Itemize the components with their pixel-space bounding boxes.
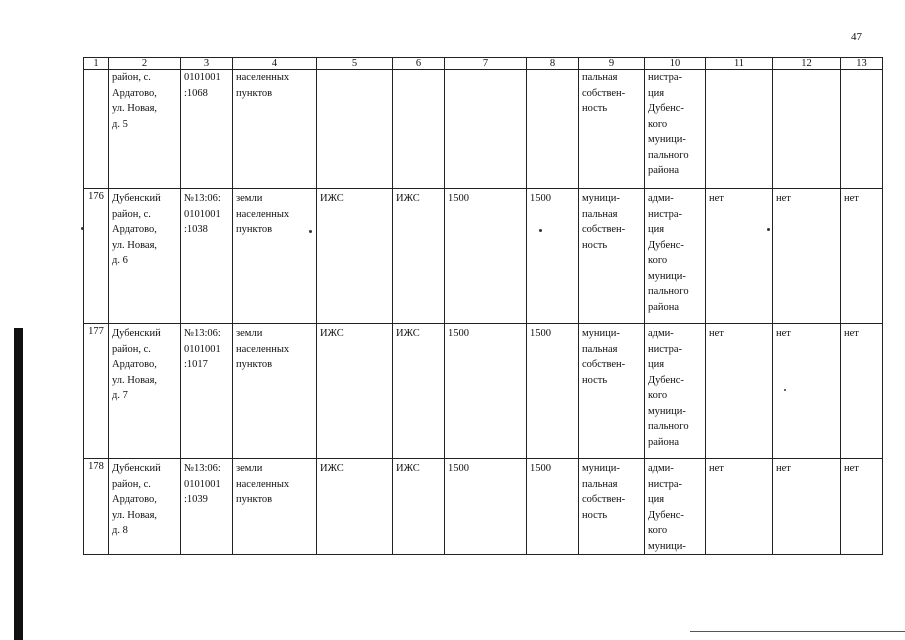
- ownership-form-cell: муници- пальная собствен- ность: [579, 189, 645, 324]
- column-13-cell: нет: [841, 324, 883, 459]
- land-register-table: [83, 57, 883, 555]
- area-cell: 1500: [445, 324, 527, 459]
- rights-holder-cell: адми- нистра- ция Дубенс- кого муници-: [645, 459, 706, 555]
- column-header: 9: [579, 58, 645, 70]
- permitted-use-cell: ИЖС: [317, 459, 393, 555]
- address-cell: Дубенский район, с. Ардатово, ул. Новая, д. 7: [109, 324, 181, 459]
- column-11-cell: [706, 70, 773, 189]
- actual-use-cell: [393, 70, 445, 189]
- land-category-cell: земли населенных пунктов: [233, 459, 317, 555]
- column-12-cell: нет: [773, 324, 841, 459]
- area-secondary-cell: 1500: [527, 459, 579, 555]
- ownership-form-cell: муници- пальная собствен- ность: [579, 324, 645, 459]
- column-13-cell: [841, 70, 883, 189]
- row-number-cell: 177: [84, 324, 109, 459]
- land-category-cell: населенных пунктов: [233, 70, 317, 189]
- column-11-cell: нет: [706, 189, 773, 324]
- column-header: 8: [527, 58, 579, 70]
- column-number-header-row: [84, 58, 883, 70]
- area-secondary-cell: [527, 70, 579, 189]
- table-row: [84, 70, 883, 189]
- row-number-cell: 176: [84, 189, 109, 324]
- actual-use-cell: ИЖС: [393, 189, 445, 324]
- cadastral-number-cell: №13:06: 0101001 :1039: [181, 459, 233, 555]
- column-13-cell: нет: [841, 459, 883, 555]
- rights-holder-cell: нистра- ция Дубенс- кого муници- пального района: [645, 70, 706, 189]
- ownership-form-cell: муници- пальная собствен- ность: [579, 459, 645, 555]
- cadastral-number-cell: 0101001 :1068: [181, 70, 233, 189]
- scan-speck: [309, 230, 312, 233]
- address-cell: район, с. Ардатово, ул. Новая, д. 5: [109, 70, 181, 189]
- column-header: 7: [445, 58, 527, 70]
- scan-speck: [539, 229, 542, 232]
- scan-edge-shadow: [14, 328, 23, 640]
- row-number-cell: 178: [84, 459, 109, 555]
- actual-use-cell: ИЖС: [393, 324, 445, 459]
- column-header: 5: [317, 58, 393, 70]
- area-cell: 1500: [445, 189, 527, 324]
- row-number-cell: [84, 70, 109, 189]
- address-cell: Дубенский район, с. Ардатово, ул. Новая, д. 8: [109, 459, 181, 555]
- area-cell: 1500: [445, 459, 527, 555]
- table-row: [84, 189, 883, 324]
- column-header: 13: [841, 58, 883, 70]
- actual-use-cell: ИЖС: [393, 459, 445, 555]
- column-header: 10: [645, 58, 706, 70]
- column-header: 12: [773, 58, 841, 70]
- column-header: 3: [181, 58, 233, 70]
- scan-speck: [81, 227, 84, 230]
- address-cell: Дубенский район, с. Ардатово, ул. Новая, д. 6: [109, 189, 181, 324]
- area-secondary-cell: 1500: [527, 324, 579, 459]
- column-11-cell: нет: [706, 324, 773, 459]
- permitted-use-cell: [317, 70, 393, 189]
- rights-holder-cell: адми- нистра- ция Дубенс- кого муници- пального района: [645, 324, 706, 459]
- cadastral-number-cell: №13:06: 0101001 :1038: [181, 189, 233, 324]
- area-secondary-cell: 1500: [527, 189, 579, 324]
- column-header: 11: [706, 58, 773, 70]
- scan-bottom-line: [690, 631, 905, 632]
- permitted-use-cell: ИЖС: [317, 189, 393, 324]
- page-number: 47: [851, 31, 862, 43]
- column-12-cell: нет: [773, 189, 841, 324]
- column-header: 2: [109, 58, 181, 70]
- ownership-form-cell: пальная собствен- ность: [579, 70, 645, 189]
- column-13-cell: нет: [841, 189, 883, 324]
- column-header: 1: [84, 58, 109, 70]
- cadastral-number-cell: №13:06: 0101001 :1017: [181, 324, 233, 459]
- land-category-cell: земли населенных пунктов: [233, 324, 317, 459]
- permitted-use-cell: ИЖС: [317, 324, 393, 459]
- column-header: 6: [393, 58, 445, 70]
- table-row: [84, 324, 883, 459]
- table-row: [84, 459, 883, 555]
- rights-holder-cell: адми- нистра- ция Дубенс- кого муници- пального района: [645, 189, 706, 324]
- column-12-cell: нет: [773, 459, 841, 555]
- scan-speck: [767, 228, 770, 231]
- area-cell: [445, 70, 527, 189]
- column-12-cell: [773, 70, 841, 189]
- scan-speck: [784, 389, 786, 391]
- land-category-cell: земли населенных пунктов: [233, 189, 317, 324]
- column-11-cell: нет: [706, 459, 773, 555]
- column-header: 4: [233, 58, 317, 70]
